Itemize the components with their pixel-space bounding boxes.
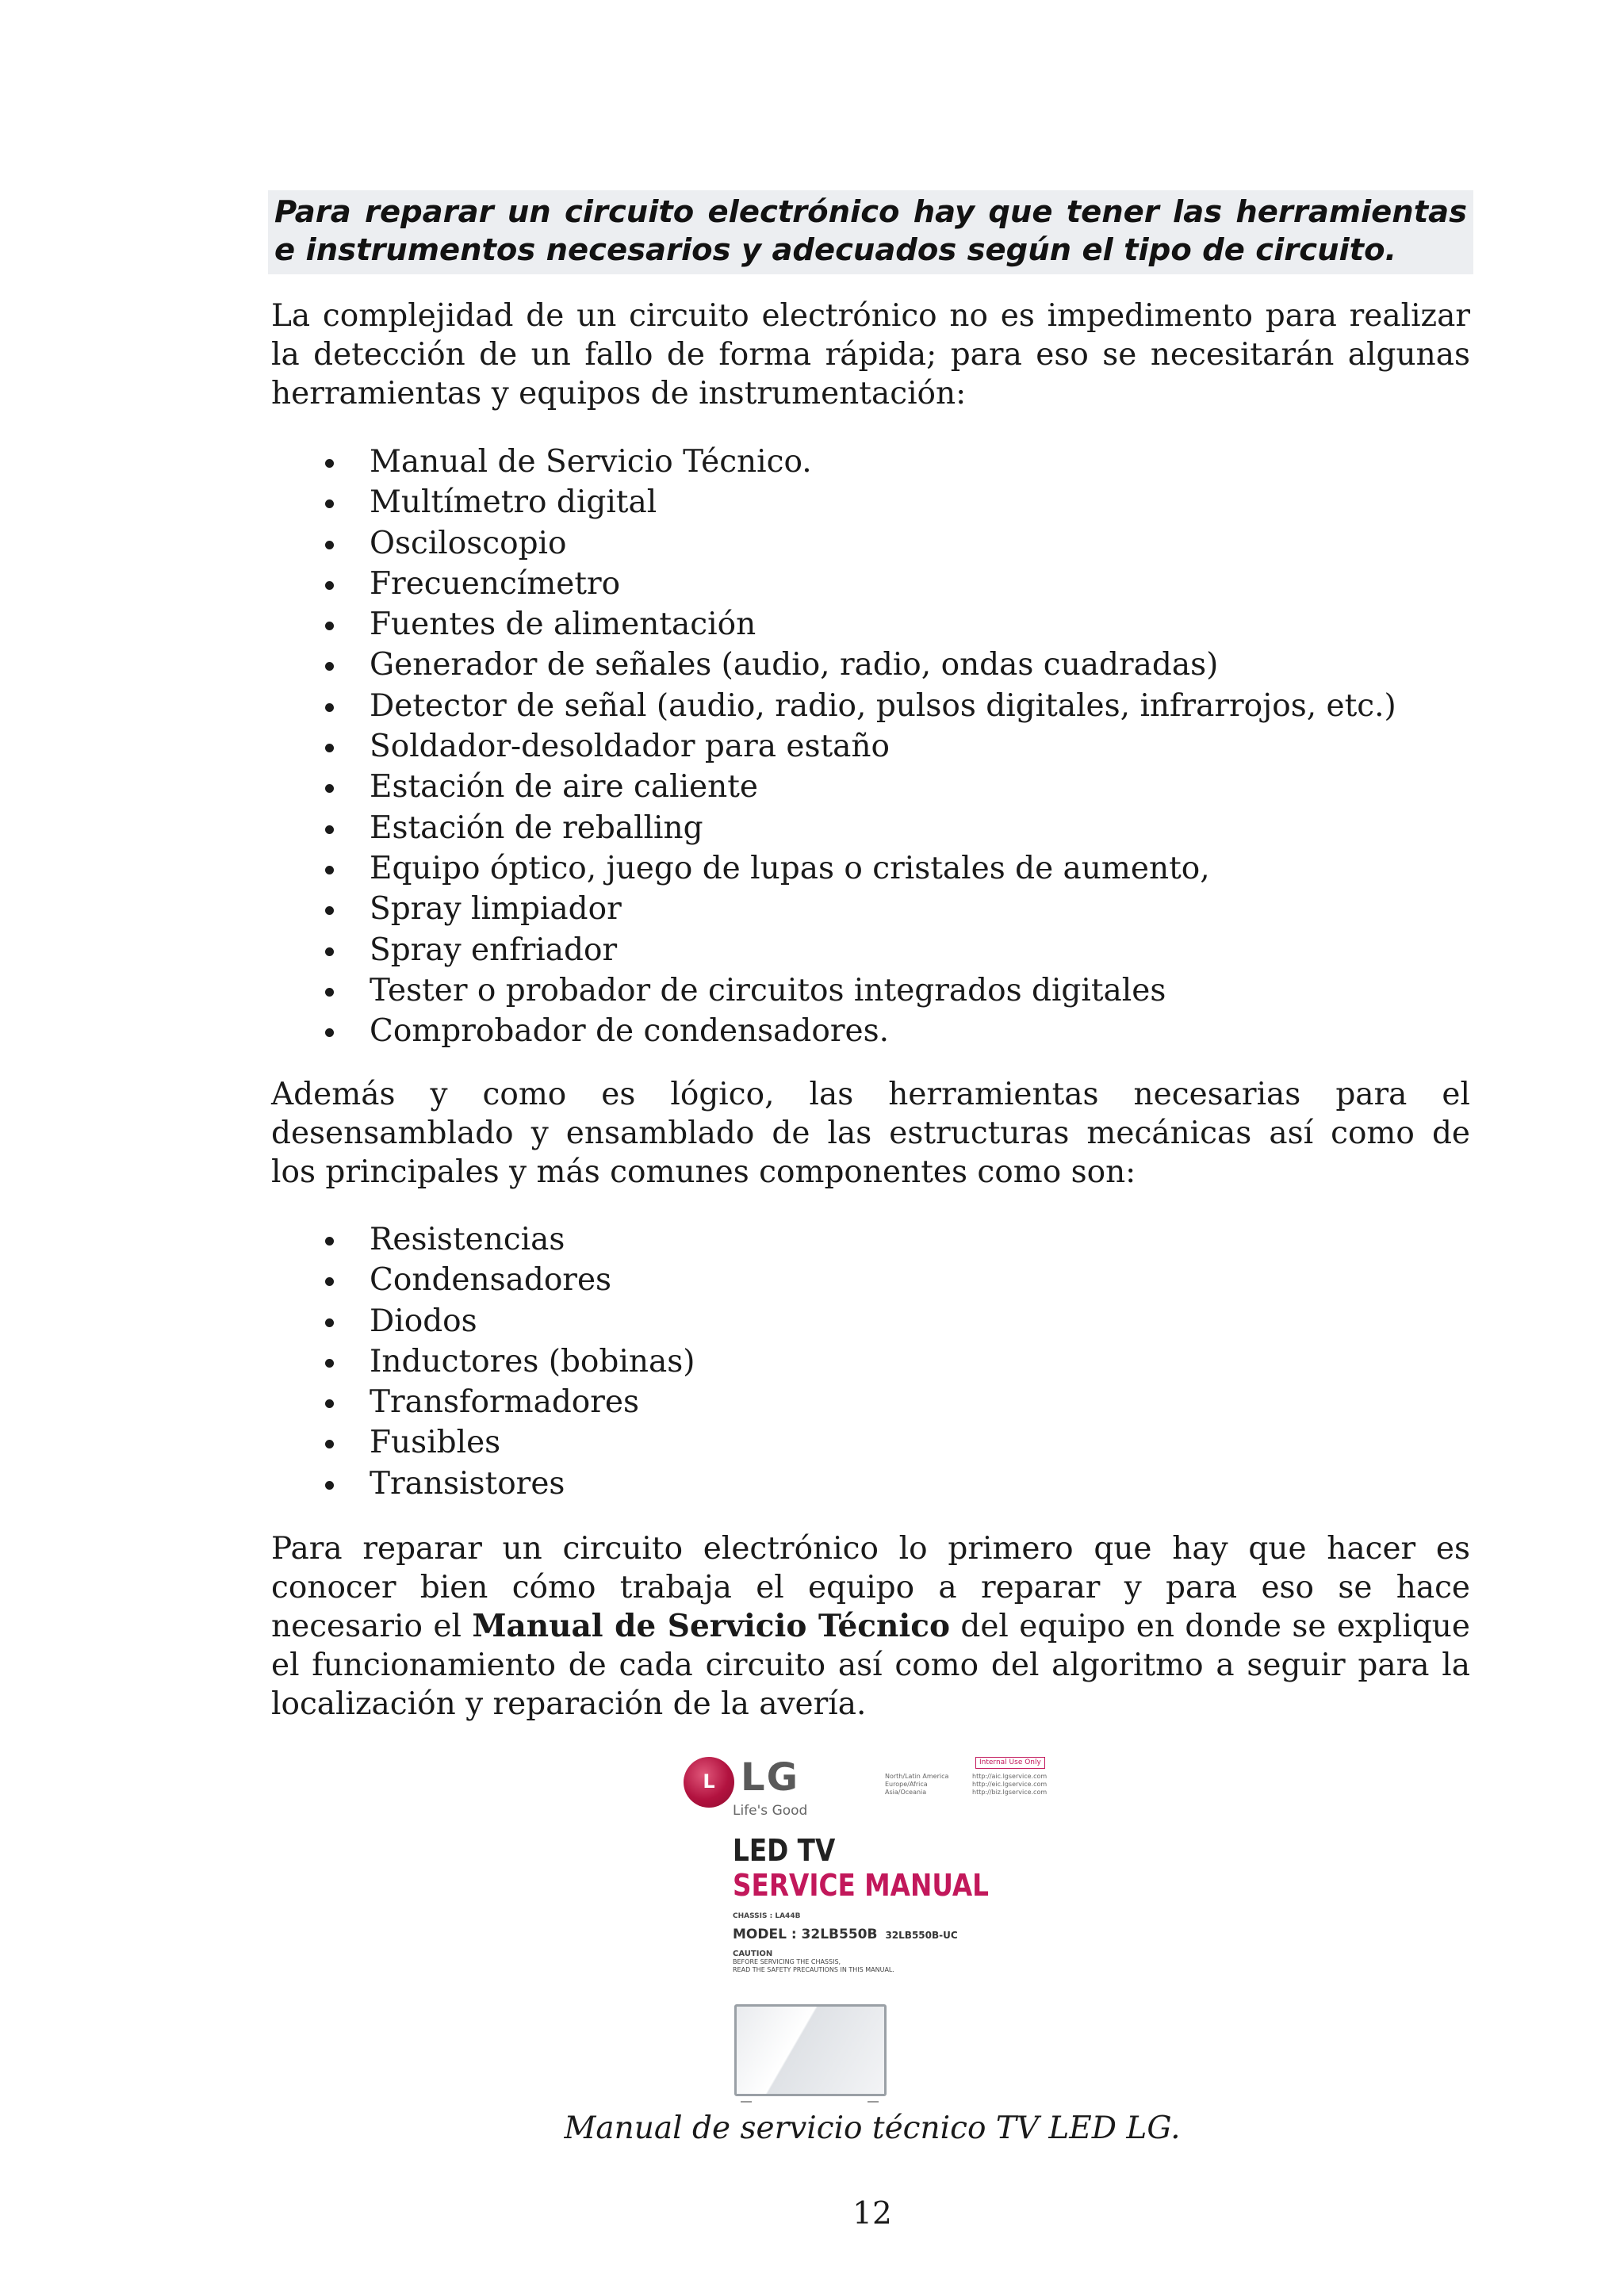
paragraph-line: los principales y más comunes componentes como son: [271,1154,1136,1190]
list-item: Transistores [317,1464,695,1504]
list-item: Soldador-desoldador para estaño [317,726,1396,767]
list-item: Tester o probador de circuitos integrados digitales [317,970,1396,1011]
bullet-icon [325,541,334,549]
list-item: Estación de reballing [317,808,1396,848]
bullet-icon [325,784,334,793]
list-item: Osciloscopio [317,523,1396,564]
list-item: Condensadores [317,1260,695,1300]
bullet-icon [325,622,334,630]
bullet-icon [325,1318,334,1327]
paragraph-line: necesario el Manual de Servicio Técnico del equipo en donde se explique [271,1608,1470,1644]
bullet-icon [325,1028,334,1037]
list-item: Diodos [317,1301,695,1341]
region-list: North/Latin America Europe/Africa Asia/Oceania [885,1773,949,1796]
highlight-callout [268,190,1473,274]
paragraph-line: el funcionamiento de cada circuito así como del algoritmo a seguir para la [271,1647,1470,1683]
bullet-icon [325,662,334,671]
bullet-icon [325,1399,334,1408]
tools-list [317,442,1396,1051]
paragraph-line: La complejidad de un circuito electrónico no es impedimento para realizar [271,298,1470,334]
chassis-label: CHASSIS : LA44B [733,1912,801,1920]
bullet-icon [325,1277,334,1286]
intro-paragraph [271,297,1470,413]
list-item: Frecuencímetro [317,564,1396,604]
list-item: Resistencias [317,1219,695,1260]
bullet-icon [325,499,334,508]
list-item: Manual de Servicio Técnico. [317,442,1396,482]
paragraph-line: herramientas y equipos de instrumentación: [271,376,967,411]
model-label: MODEL : 32LB550B 32LB550B-UC [733,1927,958,1942]
paragraph-line: la detección de un fallo de forma rápida; para eso se necesitarán algunas [271,337,1470,373]
bullet-icon [325,906,334,915]
caution-note: CAUTION BEFORE SERVICING THE CHASSIS, READ THE SAFETY PRECAUTIONS IN THIS MANUAL. [733,1950,894,1973]
bullet-icon [325,947,334,956]
bullet-icon [325,1237,334,1246]
brand-tagline: Life's Good [733,1803,808,1819]
list-item: Spray enfriador [317,930,1396,970]
manual-subtitle: SERVICE MANUAL [733,1868,989,1903]
paragraph-line: Para reparar un circuito electrónico lo primero que hay que hacer es [271,1531,1470,1567]
callout-line: Para reparar un circuito electrónico hay que tener las herramientas [274,194,1467,230]
list-item: Equipo óptico, juego de lupas o cristales de aumento, [317,848,1396,889]
tv-icon [734,2004,887,2096]
internal-badge: Internal Use Only [975,1757,1045,1769]
paragraph-line: localización y reparación de la avería. [271,1686,867,1722]
manual-title: LED TV [733,1833,836,1868]
tv-stand-icon [868,2096,879,2103]
components-list [317,1219,695,1504]
list-item: Generador de señales (audio, radio, ondas cuadradas) [317,645,1396,685]
list-item: Spray limpiador [317,889,1396,929]
list-item: Detector de señal (audio, radio, pulsos digitales, infrarrojos, etc.) [317,686,1396,726]
list-item: Fusibles [317,1422,695,1463]
list-item: Inductores (bobinas) [317,1341,695,1382]
page-number: 12 [852,2196,892,2232]
list-item: Transformadores [317,1382,695,1422]
list-item: Estación de aire caliente [317,767,1396,807]
bullet-icon [325,1481,334,1490]
service-manual-image [680,1751,1048,2104]
bullet-icon [325,581,334,590]
bullet-icon [325,703,334,712]
repair-paragraph [271,1529,1470,1724]
bold-term: Manual de Servicio Técnico [472,1608,950,1644]
figure-caption: Manual de servicio técnico TV LED LG. [564,2110,1181,2146]
brand-name: LG [741,1755,799,1800]
url-list: http://aic.lgservice.com http://eic.lgservice.com http://biz.lgservice.com [972,1773,1048,1796]
list-item: Fuentes de alimentación [317,604,1396,645]
list-item: Multímetro digital [317,482,1396,522]
list-item: Comprobador de condensadores. [317,1011,1396,1051]
paragraph-line: desensamblado y ensamblado de las estructuras mecánicas así como de [271,1115,1470,1151]
bullet-icon [325,1359,334,1368]
tv-stand-icon [741,2096,752,2103]
paragraph-line: conocer bien cómo trabaja el equipo a reparar y para eso se hace [271,1570,1470,1605]
bullet-icon [325,866,334,874]
bullet-icon [325,1440,334,1448]
bullet-icon [325,744,334,752]
bullet-icon [325,459,334,468]
bullet-icon [325,825,334,834]
lg-logo-icon: L [684,1757,734,1808]
ademas-paragraph [271,1075,1470,1192]
bullet-icon [325,988,334,997]
callout-line: e instrumentos necesarios y adecuados según el tipo de circuito. [274,232,1397,268]
paragraph-line: Además y como es lógico, las herramientas necesarias para el [271,1077,1470,1112]
